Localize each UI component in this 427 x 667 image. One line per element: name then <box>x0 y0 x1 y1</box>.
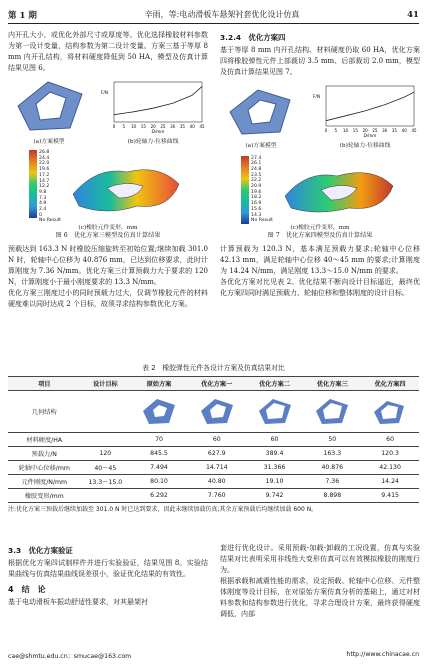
fig7-model-shape <box>220 82 302 138</box>
table-cell: 轮轴中心位移/mm <box>8 461 81 475</box>
table-caption: 表 2 橡胶弹性元件各设计方案及仿真结果对比 <box>142 364 285 372</box>
table-row <box>8 489 419 503</box>
table-cell: 13.3～15.0 <box>81 475 131 489</box>
table-cell: 40.80 <box>188 475 246 489</box>
right-paragraph-1: 基于等厚 8 mm 内开孔结构、材料硬度仍取 60 HA，优化方案四将橡胶弹性元件上部裁切 3.5 mm、后部裁切 2.0 mm，模型及仿真计算结果见图 7。 <box>220 46 420 76</box>
x-axis-label: D/mm <box>363 133 377 138</box>
header-cell: 原始方案 <box>130 377 188 391</box>
colorbar-labels <box>39 150 61 224</box>
option3-shape <box>312 396 352 426</box>
table-row-geometry <box>8 391 419 433</box>
table-cell: 120.3 <box>361 447 419 461</box>
header-cell: 优化方案四 <box>361 377 419 391</box>
option4-shape <box>370 396 410 426</box>
table-cell: 845.5 <box>130 447 188 461</box>
header-cell: 项目 <box>8 377 81 391</box>
section-3-2-4-title: 3.2.4 优化方案四 <box>220 33 286 42</box>
x-tick-label: 30 <box>170 124 176 129</box>
header-cell: 设计目标 <box>81 377 131 391</box>
colorbar-tick: 26.1 <box>251 161 262 167</box>
left-paragraph-1: 内开孔大小，或优化外部尺寸或厚度等。优化选择橡胶材料参数为第一设计变量，结构参数为第二设计变量。方案三基于等厚 8 mm 内开孔结构，将材料硬度降低到 50 HA，模型及仿真计算结果见图 6。 <box>8 31 208 72</box>
table-cell: 50 <box>303 433 361 447</box>
table-cell: 40～45 <box>81 461 131 475</box>
y-axis-label: F/N <box>313 94 320 99</box>
table-cell: 60 <box>361 433 419 447</box>
fig7-sub-b: (b)轮轴力-位移曲线 <box>339 143 391 149</box>
fig7-sub-c: (c)橡胶元件变形，mm <box>290 225 350 231</box>
page-number: 41 <box>407 9 419 20</box>
colorbar-tick: 7.3 <box>39 195 47 201</box>
x-tick-label: 30 <box>382 128 388 133</box>
fig6-caption: 图 6 优化方案三模型及仿真计算结果 <box>55 232 161 240</box>
table-cell: 橡胶变形/mm <box>8 489 81 503</box>
table-2 <box>8 362 419 514</box>
right-column <box>220 30 420 299</box>
table-cell: 70 <box>130 433 188 447</box>
page-footer <box>8 651 419 660</box>
table-cell: 163.3 <box>303 447 361 461</box>
colorbar-tick: 4.9 <box>39 201 47 207</box>
colorbar-tick: 23.5 <box>251 172 262 178</box>
fig6-chart <box>98 78 208 146</box>
colorbar-tick: No Result <box>251 218 273 224</box>
table-cell: 元件刚度/N/mm <box>8 475 81 489</box>
original-shape <box>139 396 179 426</box>
colorbar-tick: 24.8 <box>251 166 262 172</box>
table-cell: 9.415 <box>361 489 419 503</box>
table-cell: 预载力/N <box>8 447 81 461</box>
colorbar-gradient <box>241 156 249 224</box>
left-paragraph-2: 预载达到 163.3 N 时橡胶压缩旋转至初始位置;继续加载 301.0 N 时，轮轴中心位移为 40.876 mm，已达到位移要求，此时计算刚度为 7.36 N/mm。优化方案三计算预载力大于要求的 120 N，计算刚度小于最小刚度要求的 13.3 N/mm。 <box>8 245 208 287</box>
fig6-sub-c: (c)橡胶元件变形，mm <box>78 225 138 232</box>
section-3-3-title: 3.3 优化方案验证 <box>8 546 73 555</box>
x-tick-label: 0 <box>324 128 328 133</box>
x-tick-label: 15 <box>352 128 358 133</box>
fig6-deformation-contour <box>67 154 187 224</box>
footer-url: http://www.chinacae.cn <box>346 651 419 658</box>
fig7-force-displacement-chart <box>310 82 420 138</box>
x-tick-label: 45 <box>199 124 205 129</box>
colorbar-tick: 24.4 <box>39 155 50 161</box>
table-row <box>8 475 419 489</box>
table-cell <box>81 433 131 447</box>
fig6-colorbar <box>29 150 61 224</box>
colorbar-tick: 26.8 <box>39 150 50 155</box>
fig6-sub-b: (b)轮轴力-位移曲线 <box>127 139 179 145</box>
colorbar-tick: 0 <box>39 212 42 218</box>
bottom-right-paragraph-2: 根据承载和减震性能的需求，设定预载、轮轴中心位移、元件整体刚度等设计目标，在对原始方案仿真分析的基础上，通过对材料参数和结构参数进行优化，寻求合理设计方案，最终获得硬度调低，内部 <box>220 577 420 618</box>
table-cell: 19.10 <box>246 475 304 489</box>
table-cell: 42.130 <box>361 461 419 475</box>
colorbar-tick: 16.9 <box>251 201 262 207</box>
figure-7 <box>220 82 420 240</box>
x-tick-label: 40 <box>189 124 195 129</box>
x-tick-label: 5 <box>334 128 338 133</box>
table-row <box>8 433 419 447</box>
colorbar-tick: 22.2 <box>251 178 262 184</box>
bottom-right-column <box>220 543 420 620</box>
colorbar-tick: 18.2 <box>251 195 262 201</box>
colorbar-gradient <box>29 150 37 218</box>
fig6-force-displacement-chart <box>98 78 208 134</box>
colorbar-tick: 27.4 <box>251 155 262 161</box>
colorbar-tick: 14.7 <box>39 178 50 184</box>
colorbar-tick: 14.3 <box>251 212 262 218</box>
x-tick-label: 10 <box>343 128 349 133</box>
table-cell <box>81 489 131 503</box>
x-tick-label: 40 <box>401 128 407 133</box>
section-3-3-paragraph: 根据优化方案四试制样件并进行实验验证，结果见图 8。实验结果曲线与仿真结果曲线误差很小，验证优化结果的有效性。 <box>8 559 208 578</box>
colorbar-tick: 22.0 <box>39 161 50 167</box>
fig6-model-shape <box>8 78 90 134</box>
table-header-row <box>8 377 419 391</box>
table-cell: 14.714 <box>188 461 246 475</box>
fig7-colorbar <box>241 156 273 224</box>
table-cell: 389.4 <box>246 447 304 461</box>
left-column <box>8 30 208 310</box>
fig7-caption: 图 7 优化方案四模型及仿真计算结果 <box>267 232 373 239</box>
fig6-sub-a: (a)方案模型 <box>33 139 65 145</box>
x-tick-label: 20 <box>362 128 368 133</box>
table-cell: 6.292 <box>130 489 188 503</box>
colorbar-tick: 20.9 <box>251 184 262 190</box>
plot-frame <box>326 86 414 126</box>
header-cell: 优化方案二 <box>246 377 304 391</box>
running-title: 辛雨，等:电动滑板车悬架衬套优化设计仿真 <box>144 10 300 19</box>
x-tick-label: 5 <box>122 124 126 129</box>
colorbar-tick: 12.2 <box>39 184 50 190</box>
x-tick-label: 35 <box>391 128 397 133</box>
colorbar-tick: 17.2 <box>39 172 50 178</box>
option1-shape <box>197 396 237 426</box>
x-tick-label: 35 <box>179 124 185 129</box>
header-cell: 优化方案三 <box>303 377 361 391</box>
footer-email: cae@shmtu.edu.cn；smucae@163.com <box>8 653 132 660</box>
colorbar-tick: 9.8 <box>39 189 47 195</box>
fig6-model <box>8 78 90 146</box>
table-cell: 7.36 <box>303 475 361 489</box>
table-cell: 9.742 <box>246 489 304 503</box>
plot-frame <box>114 82 202 122</box>
fig7-chart <box>310 82 420 150</box>
table-cell: 80.10 <box>130 475 188 489</box>
table-cell: 材料硬度/HA <box>8 433 81 447</box>
colorbar-tick: 15.6 <box>251 206 262 212</box>
geometry-label: 几何结构 <box>8 391 81 433</box>
table-row <box>8 447 419 461</box>
x-tick-label: 10 <box>131 124 137 129</box>
table-cell: 627.9 <box>188 447 246 461</box>
table-cell: 31.366 <box>246 461 304 475</box>
fig7-deformation-contour <box>279 154 399 224</box>
x-axis-label: D/mm <box>151 129 165 134</box>
x-tick-label: 0 <box>112 124 116 129</box>
x-tick-label: 15 <box>140 124 146 129</box>
left-paragraph-3: 优化方案三刚度过小的同时预载力过大，仅调节橡胶元件的材料硬度难以同时达成 2 个目标，故须寻求结构参数优化方案。 <box>8 289 208 309</box>
table-note: 注:优化方案三预载后继续加载至 301.0 N 时已达到要求，因此未继续加载仿真;其余方案预载后均继续加载 600 N。 <box>8 506 318 513</box>
table-cell: 60 <box>188 433 246 447</box>
page-header <box>8 6 419 24</box>
colorbar-tick: 19.6 <box>251 189 262 195</box>
table-row <box>8 461 419 475</box>
series-line <box>326 92 414 121</box>
table-cell: 7.760 <box>188 489 246 503</box>
x-tick-label: 25 <box>160 124 166 129</box>
right-paragraph-3: 各优化方案对比见表 2。优化结果不断向设计目标逼近，最终优化方案四同时满足预载力、轮轴位移和整体刚度的设计目标。 <box>220 278 420 297</box>
fig7-sub-a: (a)方案模型 <box>245 143 277 149</box>
table-cell: 7.494 <box>130 461 188 475</box>
colorbar-tick: No Result <box>39 218 61 224</box>
colorbar-tick: 19.6 <box>39 167 50 173</box>
table-cell: 14.24 <box>361 475 419 489</box>
table-cell: 60 <box>246 433 304 447</box>
bottom-right-paragraph-1: 套进行优化设计。采用预载-加载-卸载的工况设置，仿真与实验结果对比表明采用非线性大变形仿真可以有效模拟橡胶的刚度行为。 <box>220 544 420 574</box>
table-cell: 120 <box>81 447 131 461</box>
series-line <box>114 86 202 114</box>
bottom-left-column <box>8 543 208 608</box>
issue-number: 第 1 期 <box>8 10 37 21</box>
y-axis-label: F/N <box>101 90 108 95</box>
colorbar-tick: 2.4 <box>39 207 47 213</box>
section-4-title: 4 结 论 <box>8 585 46 594</box>
x-tick-label: 25 <box>372 128 378 133</box>
fig7-model <box>220 82 302 150</box>
x-tick-label: 45 <box>411 128 417 133</box>
x-tick-label: 20 <box>150 124 156 129</box>
option2-shape <box>255 396 295 426</box>
header-cell: 优化方案一 <box>188 377 246 391</box>
conclusion-paragraph: 基于电动滑板车振动舒适性要求，对其悬架衬 <box>8 598 148 606</box>
figure-6 <box>8 78 208 240</box>
comparison-table <box>8 376 419 503</box>
colorbar-labels <box>251 156 273 224</box>
right-paragraph-2: 计算预载为 120.3 N，基本满足预载力要求;轮轴中心位移 42.13 mm，满足轮轴中心位移 40～45 mm 的要求;计算刚度为 14.24 N/mm，满足刚度 13.3～15.0 N/mm 的要求。 <box>220 245 420 275</box>
table-cell: 40.876 <box>303 461 361 475</box>
table-cell: 8.898 <box>303 489 361 503</box>
